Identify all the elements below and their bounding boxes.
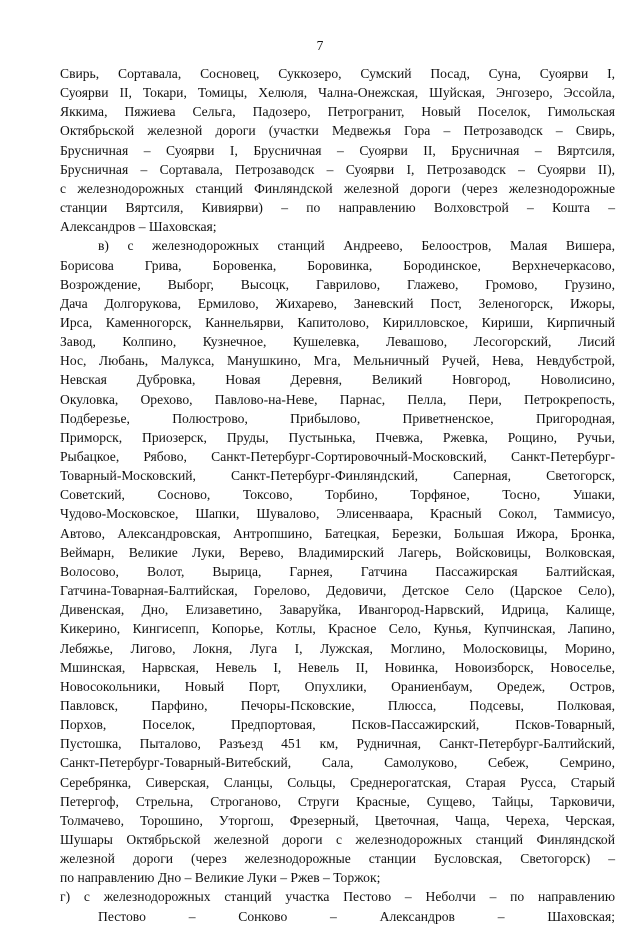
text-line: Кикерино, Кингисепп, Копорье, Котлы, Красное Село, Кунья, Купчинская, Лапино,	[60, 621, 615, 637]
text-line: Рыбацкое, Рябово, Санкт-Петербург-Сортировочный-Московский, Санкт-Петербург-	[60, 449, 615, 464]
text-line: Гатчина-Товарная-Балтийская, Горелово, Дедовичи, Детское Село (Царское Село),	[60, 583, 615, 598]
text-line: Ирса, Каменногорск, Каннельярви, Капитолово, Кирилловское, Кириши, Кирпичный	[60, 314, 615, 330]
text-line: Чудово-Московское, Шапки, Шувалово, Элисенваара, Красный Сокол, Таммисуо,	[60, 506, 615, 522]
text-line: по направлению Дно – Великие Луки – Ржев – Торжок;	[60, 870, 381, 886]
text-line: Товарный-Московский, Санкт-Петербург-Финляндский, Саперная, Светогорск,	[60, 468, 615, 484]
text-line: Подберезье, Полюстрово, Прибылово, Приветненское, Пригородная,	[60, 410, 615, 426]
text-line: железной дороги (через железнодорожные станции Бусловская, Светогорск) –	[60, 851, 615, 867]
text-line: Пестово – Сонково – Александров – Шаховская;	[98, 908, 615, 924]
text-line: Новосокольники, Новый Порт, Опухлики, Ораниенбаум, Оредеж, Остров,	[60, 678, 615, 694]
text-line: Брусничная – Сортавала, Петрозаводск – Суоярви I, Петрозаводск – Суоярви II),	[60, 161, 615, 177]
text-line: Павловск, Парфино, Печоры-Псковские, Плюсса, Подсевы, Полковая,	[60, 697, 615, 713]
text-line: Серебрянка, Сиверская, Сланцы, Сольцы, Среднерогатская, Старая Русса, Старый	[60, 774, 615, 790]
text-line: Дача Долгорукова, Ермилово, Жихарево, Заневский Пост, Зеленогорск, Ижоры,	[60, 295, 615, 311]
text-line: Яккима, Пяжиева Сельга, Падозеро, Петрогранит, Новый Поселок, Гимольская	[60, 104, 615, 120]
text-line: в) с железнодорожных станций Андреево, Белоостров, Малая Вишера,	[98, 238, 615, 254]
page-number: 7	[316, 38, 324, 53]
text-line: Октябрьской железной дороги (участки Медвежья Гора – Петрозаводск – Свирь,	[60, 123, 615, 139]
text-line: Свирь, Сортавала, Сосновец, Суккозеро, Сумский Посад, Суна, Суоярви I,	[60, 66, 615, 81]
text-line: г) с железнодорожных станций участка Пестово – Неболчи – по направлению	[60, 889, 615, 905]
text-line: станции Вяртсиля, Кивиярви) – по направлению Волховстрой – Кошта –	[60, 200, 615, 215]
text-line: Завод, Колпино, Кузнечное, Кушелевка, Левашово, Лесогорский, Лисий	[60, 334, 615, 350]
text-line: Борисова Грива, Боровенка, Боровинка, Бородинское, Верхнечеркасово,	[60, 257, 615, 273]
text-line: Александров – Шаховская;	[60, 219, 217, 235]
text-line: Невская Дубровка, Новая Деревня, Великий Новгород, Новолисино,	[60, 372, 615, 388]
text-line: Лебяжье, Лигово, Локня, Луга I, Лужская, Моглино, Молосковицы, Морино,	[60, 640, 615, 656]
text-line: Советский, Сосново, Токсово, Торбино, Торфяное, Тосно, Ушаки,	[60, 487, 615, 503]
text-line: Пустошка, Пыталово, Разъезд 451 км, Рудничная, Санкт-Петербург-Балтийский,	[60, 736, 615, 752]
text-line: Брусничная – Суоярви I, Брусничная – Суоярви II, Брусничная – Вяртсиля,	[60, 142, 615, 158]
text-line: Порхов, Поселок, Предпортовая, Псков-Пассажирский, Псков-Товарный,	[60, 717, 615, 733]
text-line: Шушары Октябрьской железной дороги с железнодорожных станций Финляндской	[60, 832, 615, 847]
text-line: Нос, Любань, Малукса, Манушкино, Мга, Мельничный Ручей, Нева, Невдубстрой,	[60, 353, 615, 369]
text-line: Петергоф, Стрельна, Строганово, Струги Красные, Сущево, Тайцы, Тарковичи,	[60, 793, 615, 809]
text-line: Суоярви II, Токари, Томицы, Хелюля, Чална-Онежская, Шуйская, Энгозеро, Эссойла,	[60, 85, 615, 101]
text-line: Автово, Александровская, Антропшино, Батецкая, Березки, Большая Ижора, Бронка,	[60, 525, 615, 541]
text-line: с железнодорожных станций Финляндской железной дороги (через железнодорожные	[60, 180, 615, 196]
text-line: Веймарн, Великие Луки, Верево, Владимирский Лагерь, Войсковицы, Волковская,	[60, 544, 615, 560]
text-line: Дивенская, Дно, Елизаветино, Заваруйка, Ивангород-Нарвский, Идрица, Калище,	[60, 602, 615, 618]
text-line: Волосово, Волот, Вырица, Гарнея, Гатчина Пассажирская Балтийская,	[60, 563, 615, 579]
text-line: Мшинская, Нарвская, Невель I, Невель II, Новинка, Новоизборск, Новоселье,	[60, 659, 615, 675]
text-line: Приморск, Приозерск, Пруды, Пустынька, Пчевжа, Ржевка, Рощино, Ручьи,	[60, 429, 615, 445]
text-line: Возрождение, Выборг, Высоцк, Гаврилово, Глажево, Громово, Грузино,	[60, 276, 615, 292]
text-line: Окуловка, Орехово, Павлово-на-Неве, Парнас, Пелла, Пери, Петрокрепость,	[60, 391, 615, 407]
text-line: Санкт-Петербург-Товарный-Витебский, Сала, Самолуково, Себеж, Семрино,	[60, 755, 615, 771]
text-line: Толмачево, Торошино, Уторгош, Фрезерный, Цветочная, Чаща, Череха, Черская,	[60, 812, 615, 828]
